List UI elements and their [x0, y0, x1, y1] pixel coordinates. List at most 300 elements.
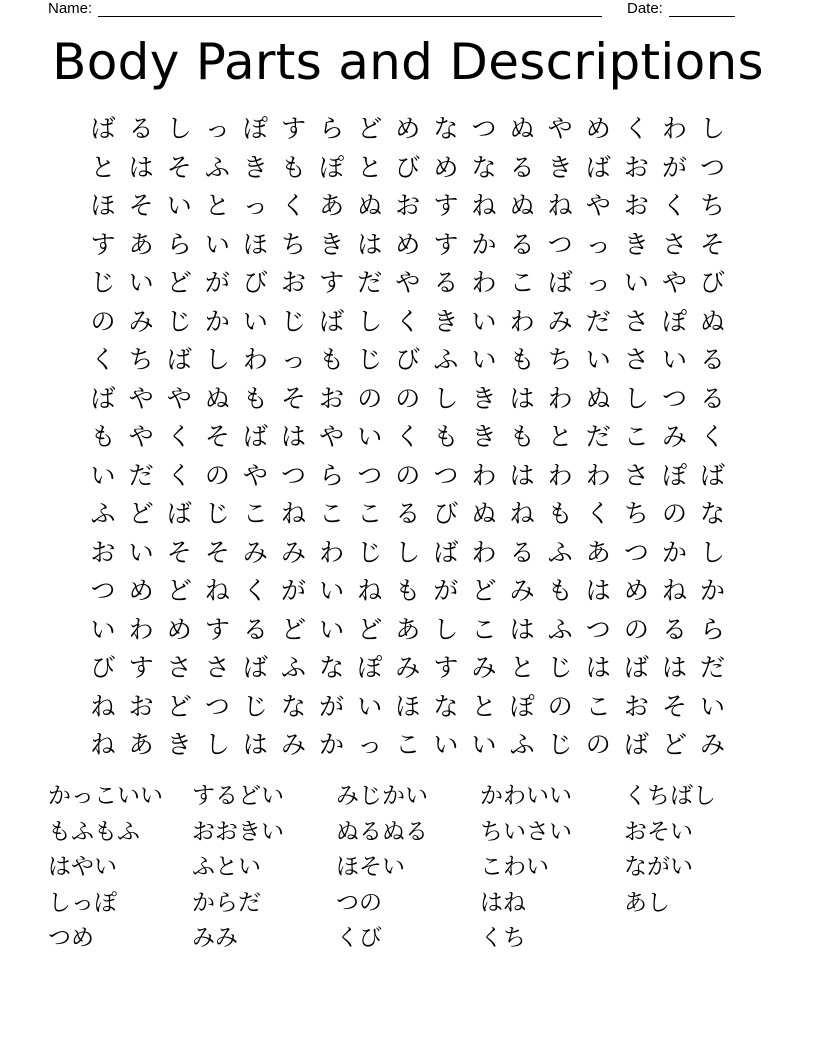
grid-cell[interactable]: ば [623, 653, 649, 682]
grid-cell[interactable]: く [585, 499, 611, 528]
grid-cell[interactable]: な [433, 114, 459, 143]
grid-cell[interactable]: つ [204, 691, 230, 721]
grid-cell[interactable]: っ [585, 229, 611, 259]
grid-cell[interactable]: い [128, 537, 154, 567]
grid-cell[interactable]: や [547, 114, 573, 143]
grid-cell[interactable]: が [204, 268, 230, 297]
grid-cell[interactable]: も [395, 576, 421, 605]
grid-cell[interactable]: ぬ [357, 191, 383, 220]
grid-cell[interactable]: が [433, 576, 459, 605]
grid-cell[interactable]: ち [623, 499, 649, 528]
grid-cell[interactable]: わ [471, 268, 497, 297]
grid-cell[interactable]: つ [433, 460, 459, 490]
grid-cell[interactable]: な [281, 691, 307, 721]
grid-cell[interactable]: す [90, 229, 116, 259]
grid-cell[interactable]: め [585, 114, 611, 143]
grid-cell[interactable]: ぽ [661, 306, 687, 336]
grid-cell[interactable]: み [547, 306, 573, 336]
grid-cell[interactable]: ふ [547, 537, 573, 567]
grid-cell[interactable]: め [395, 229, 421, 259]
grid-cell[interactable]: ど [166, 576, 192, 605]
grid-cell[interactable]: ぽ [319, 152, 345, 182]
grid-cell[interactable]: の [204, 460, 230, 490]
grid-cell[interactable]: さ [204, 653, 230, 682]
grid-cell[interactable]: こ [585, 691, 611, 721]
grid-cell[interactable]: い [471, 306, 497, 336]
grid-cell[interactable]: さ [623, 306, 649, 336]
grid-cell[interactable]: い [242, 306, 268, 336]
grid-cell[interactable]: ば [585, 152, 611, 182]
grid-cell[interactable]: だ [700, 653, 726, 682]
grid-cell[interactable]: い [661, 345, 687, 374]
grid-cell[interactable]: お [319, 383, 345, 413]
grid-cell[interactable]: ば [433, 537, 459, 567]
grid-cell[interactable]: ど [471, 576, 497, 605]
grid-cell[interactable]: ね [204, 576, 230, 605]
grid-cell[interactable]: あ [128, 229, 154, 259]
grid-cell[interactable]: は [509, 383, 535, 413]
grid-cell[interactable]: つ [623, 537, 649, 567]
date-field[interactable] [627, 0, 735, 17]
grid-cell[interactable]: ふ [433, 345, 459, 374]
grid-cell[interactable]: の [357, 383, 383, 413]
grid-cell[interactable]: く [90, 345, 116, 374]
grid-cell[interactable]: ば [90, 114, 116, 143]
grid-cell[interactable]: ふ [204, 152, 230, 182]
grid-cell[interactable]: し [395, 537, 421, 567]
word-bank-item: あし [624, 889, 670, 916]
grid-cell[interactable]: ば [547, 268, 573, 297]
grid-cell[interactable]: ち [128, 345, 154, 374]
grid-cell[interactable]: い [623, 268, 649, 297]
grid-cell[interactable]: し [700, 537, 726, 567]
grid-cell[interactable]: ぬ [204, 383, 230, 413]
grid-cell[interactable]: ら [319, 114, 345, 143]
grid-cell[interactable]: つ [661, 383, 687, 413]
grid-cell[interactable]: ぽ [357, 653, 383, 682]
grid-cell[interactable]: な [319, 653, 345, 682]
grid-cell[interactable]: と [471, 691, 497, 721]
grid-cell[interactable]: わ [661, 114, 687, 143]
grid-cell[interactable]: は [509, 460, 535, 490]
grid-cell[interactable]: も [509, 345, 535, 374]
grid-cell[interactable]: そ [166, 152, 192, 182]
grid-cell[interactable]: め [128, 576, 154, 605]
grid-cell[interactable]: も [281, 152, 307, 182]
grid-cell[interactable]: し [357, 306, 383, 336]
grid-cell[interactable]: あ [319, 191, 345, 220]
grid-cell[interactable]: ば [166, 345, 192, 374]
grid-cell[interactable]: じ [357, 345, 383, 374]
grid-cell[interactable]: そ [661, 691, 687, 721]
grid-cell[interactable]: つ [281, 460, 307, 490]
grid-cell[interactable]: い [90, 460, 116, 490]
grid-cell[interactable]: ど [166, 691, 192, 721]
grid-cell[interactable]: と [204, 191, 230, 220]
grid-cell[interactable]: っ [585, 268, 611, 297]
grid-cell[interactable]: か [661, 537, 687, 567]
grid-cell[interactable]: お [90, 537, 116, 567]
grid-cell[interactable]: と [509, 653, 535, 682]
grid-cell[interactable]: あ [128, 730, 154, 759]
grid-cell[interactable]: こ [623, 422, 649, 451]
grid-cell[interactable]: び [395, 152, 421, 182]
grid-cell[interactable]: る [509, 152, 535, 182]
grid-cell[interactable]: は [509, 614, 535, 644]
grid-cell[interactable]: さ [166, 653, 192, 682]
grid-cell[interactable]: き [433, 306, 459, 336]
grid-cell[interactable]: つ [90, 576, 116, 605]
grid-cell[interactable]: そ [204, 422, 230, 451]
grid-cell[interactable]: ふ [90, 499, 116, 528]
grid-cell[interactable]: っ [281, 345, 307, 374]
grid-cell[interactable]: ら [700, 614, 726, 644]
grid-cell[interactable]: き [242, 152, 268, 182]
grid-cell[interactable]: や [242, 460, 268, 490]
grid-cell[interactable]: ち [700, 191, 726, 220]
grid-cell[interactable]: つ [700, 152, 726, 182]
grid-cell[interactable]: く [242, 576, 268, 605]
grid-cell[interactable]: の [547, 691, 573, 721]
grid-cell[interactable]: わ [547, 460, 573, 490]
grid-cell[interactable]: ふ [509, 730, 535, 759]
grid-cell[interactable]: ど [128, 499, 154, 528]
date-label: Date: [627, 0, 663, 17]
grid-cell[interactable]: わ [471, 537, 497, 567]
grid-cell[interactable]: み [281, 537, 307, 567]
grid-cell[interactable]: ら [166, 229, 192, 259]
grid-cell[interactable]: く [166, 460, 192, 490]
grid-cell[interactable]: る [661, 614, 687, 644]
grid-cell[interactable]: さ [661, 229, 687, 259]
grid-cell[interactable]: る [700, 383, 726, 413]
grid-cell[interactable]: の [623, 614, 649, 644]
grid-cell[interactable]: つ [471, 114, 497, 143]
grid-cell[interactable]: い [319, 576, 345, 605]
grid-cell[interactable]: び [242, 268, 268, 297]
grid-cell[interactable]: る [395, 499, 421, 528]
grid-cell[interactable]: お [623, 691, 649, 721]
grid-cell[interactable]: い [433, 730, 459, 759]
grid-cell[interactable]: つ [547, 229, 573, 259]
grid-cell[interactable]: ぬ [509, 191, 535, 220]
grid-cell[interactable]: か [471, 229, 497, 259]
grid-cell[interactable]: ち [281, 229, 307, 259]
grid-cell[interactable]: わ [585, 460, 611, 490]
grid-cell[interactable]: し [204, 730, 230, 759]
grid-cell[interactable]: め [395, 114, 421, 143]
word-bank-item: ふとい [192, 854, 261, 880]
grid-cell[interactable]: そ [204, 537, 230, 567]
grid-cell[interactable]: く [395, 306, 421, 336]
grid-cell[interactable]: き [547, 152, 573, 182]
grid-cell[interactable]: ね [357, 576, 383, 605]
grid-cell[interactable]: は [585, 653, 611, 682]
grid-cell[interactable]: る [700, 345, 726, 374]
grid-cell[interactable]: ね [281, 499, 307, 528]
grid-cell[interactable]: す [433, 229, 459, 259]
grid-cell[interactable]: は [128, 152, 154, 182]
grid-cell[interactable]: み [281, 730, 307, 759]
grid-cell[interactable]: み [700, 730, 726, 759]
grid-cell[interactable]: こ [242, 499, 268, 528]
grid-cell[interactable]: は [242, 730, 268, 759]
grid-cell[interactable]: ば [700, 460, 726, 490]
grid-cell[interactable]: お [623, 152, 649, 182]
grid-cell[interactable]: し [204, 345, 230, 374]
grid-cell[interactable]: さ [623, 345, 649, 374]
grid-cell[interactable]: ら [319, 460, 345, 490]
grid-cell[interactable]: も [90, 422, 116, 451]
grid-cell[interactable]: し [433, 383, 459, 413]
grid-cell[interactable]: く [395, 422, 421, 451]
grid-cell[interactable]: ね [547, 191, 573, 220]
grid-cell[interactable]: し [623, 383, 649, 413]
grid-cell[interactable]: こ [357, 499, 383, 528]
grid-cell[interactable]: き [471, 422, 497, 451]
grid-cell[interactable]: の [661, 499, 687, 528]
grid-cell[interactable]: つ [357, 460, 383, 490]
grid-cell[interactable]: は [661, 653, 687, 682]
grid-cell[interactable]: が [661, 152, 687, 182]
grid-cell[interactable]: そ [281, 383, 307, 413]
grid-cell[interactable]: す [204, 614, 230, 644]
grid-cell[interactable]: わ [319, 537, 345, 567]
grid-cell[interactable]: ね [90, 691, 116, 721]
grid-cell[interactable]: く [166, 422, 192, 451]
grid-cell[interactable]: ぬ [700, 306, 726, 336]
grid-cell[interactable]: じ [547, 653, 573, 682]
grid-cell[interactable]: が [281, 576, 307, 605]
grid-cell[interactable]: い [357, 422, 383, 451]
grid-cell[interactable]: お [128, 691, 154, 721]
grid-cell[interactable]: ね [661, 576, 687, 605]
grid-cell[interactable]: ね [509, 499, 535, 528]
grid-cell[interactable]: い [128, 268, 154, 297]
grid-cell[interactable]: も [242, 383, 268, 413]
grid-cell[interactable]: だ [585, 422, 611, 451]
grid-cell[interactable]: い [585, 345, 611, 374]
grid-cell[interactable]: ふ [281, 653, 307, 682]
grid-cell[interactable]: っ [204, 114, 230, 143]
grid-cell[interactable]: し [433, 614, 459, 644]
grid-cell[interactable]: く [281, 191, 307, 220]
grid-cell[interactable]: こ [395, 730, 421, 759]
grid-cell[interactable]: わ [471, 460, 497, 490]
grid-cell[interactable]: っ [242, 191, 268, 220]
grid-cell[interactable]: ど [281, 614, 307, 644]
grid-cell[interactable]: き [166, 730, 192, 759]
grid-cell[interactable]: な [433, 691, 459, 721]
grid-cell[interactable]: じ [204, 499, 230, 528]
grid-cell[interactable]: ぽ [661, 460, 687, 490]
grid-cell[interactable]: と [547, 422, 573, 451]
grid-cell[interactable]: こ [319, 499, 345, 528]
grid-cell[interactable]: わ [509, 306, 535, 336]
grid-cell[interactable]: ぬ [509, 114, 535, 143]
grid-cell[interactable]: あ [585, 537, 611, 567]
grid-cell[interactable]: ど [661, 730, 687, 759]
grid-cell[interactable]: や [585, 191, 611, 220]
grid-cell[interactable]: め [623, 576, 649, 605]
grid-cell[interactable]: い [166, 191, 192, 220]
name-blank-line[interactable] [98, 1, 602, 17]
grid-cell[interactable]: ば [319, 306, 345, 336]
grid-cell[interactable]: ほ [395, 691, 421, 721]
grid-cell[interactable]: こ [471, 614, 497, 644]
grid-cell[interactable]: じ [242, 691, 268, 721]
grid-cell[interactable]: ば [242, 422, 268, 451]
grid-cell[interactable]: あ [395, 614, 421, 644]
grid-cell[interactable]: み [509, 576, 535, 605]
grid-cell[interactable]: く [623, 114, 649, 143]
word-bank-item: ながい [624, 854, 693, 880]
grid-cell[interactable]: き [623, 229, 649, 259]
grid-cell[interactable]: ぽ [509, 691, 535, 721]
grid-cell[interactable]: め [433, 152, 459, 182]
grid-cell[interactable]: ど [357, 614, 383, 644]
grid-cell[interactable]: み [661, 422, 687, 451]
grid-cell[interactable]: ど [357, 114, 383, 143]
grid-cell[interactable]: み [395, 653, 421, 682]
grid-cell[interactable]: ふ [547, 614, 573, 644]
grid-cell[interactable]: や [128, 383, 154, 413]
grid-cell[interactable]: び [90, 653, 116, 682]
grid-cell[interactable]: じ [547, 730, 573, 759]
grid-cell[interactable]: お [623, 191, 649, 220]
word-bank-item: ほそい [336, 854, 405, 880]
grid-cell[interactable]: ち [547, 345, 573, 374]
grid-cell[interactable]: と [357, 152, 383, 182]
grid-cell[interactable]: わ [242, 345, 268, 374]
grid-cell[interactable]: ね [471, 191, 497, 220]
grid-cell[interactable]: び [395, 345, 421, 374]
grid-cell[interactable]: ぬ [585, 383, 611, 413]
grid-cell[interactable]: や [166, 383, 192, 413]
grid-cell[interactable]: い [204, 229, 230, 259]
grid-cell[interactable]: だ [357, 268, 383, 297]
grid-cell[interactable]: が [319, 691, 345, 721]
grid-cell[interactable]: や [128, 422, 154, 451]
grid-cell[interactable]: い [700, 691, 726, 721]
grid-cell[interactable]: い [357, 691, 383, 721]
grid-cell[interactable]: し [700, 114, 726, 143]
grid-cell[interactable]: も [433, 422, 459, 451]
grid-cell[interactable]: ば [623, 730, 649, 759]
grid-cell[interactable]: や [319, 422, 345, 451]
grid-cell[interactable]: す [433, 653, 459, 682]
grid-cell[interactable]: の [395, 383, 421, 413]
grid-cell[interactable]: み [128, 306, 154, 336]
grid-cell[interactable]: わ [128, 614, 154, 644]
grid-cell[interactable]: も [319, 345, 345, 374]
grid-cell[interactable]: お [281, 268, 307, 297]
grid-cell[interactable]: い [90, 614, 116, 644]
grid-cell[interactable]: か [700, 576, 726, 605]
grid-cell[interactable]: く [700, 422, 726, 451]
grid-cell[interactable]: じ [281, 306, 307, 336]
grid-cell[interactable]: じ [90, 268, 116, 297]
grid-cell[interactable]: み [471, 653, 497, 682]
grid-cell[interactable]: の [395, 460, 421, 490]
grid-cell[interactable]: き [319, 229, 345, 259]
grid-cell[interactable]: な [700, 499, 726, 528]
grid-cell[interactable]: の [585, 730, 611, 759]
grid-cell[interactable]: ば [166, 499, 192, 528]
grid-cell[interactable]: じ [357, 537, 383, 567]
grid-cell[interactable]: そ [700, 229, 726, 259]
date-blank-line[interactable] [669, 1, 735, 17]
grid-cell[interactable]: ど [166, 268, 192, 297]
grid-cell[interactable]: み [242, 537, 268, 567]
grid-cell[interactable]: さ [623, 460, 649, 490]
grid-cell[interactable]: め [166, 614, 192, 644]
grid-cell[interactable]: お [395, 191, 421, 220]
grid-cell[interactable]: は [357, 229, 383, 259]
grid-cell[interactable]: と [90, 152, 116, 182]
grid-cell[interactable]: す [319, 268, 345, 297]
grid-cell[interactable]: だ [128, 460, 154, 490]
grid-cell[interactable]: っ [357, 730, 383, 759]
grid-cell[interactable]: も [547, 576, 573, 605]
grid-cell[interactable]: じ [166, 306, 192, 336]
grid-cell[interactable]: の [90, 306, 116, 336]
grid-cell[interactable]: だ [585, 306, 611, 336]
grid-cell[interactable]: か [319, 730, 345, 759]
grid-cell[interactable]: る [433, 268, 459, 297]
grid-cell[interactable]: は [585, 576, 611, 605]
grid-cell[interactable]: や [661, 268, 687, 297]
grid-cell[interactable]: つ [585, 614, 611, 644]
grid-cell[interactable]: す [433, 191, 459, 220]
grid-cell[interactable]: る [128, 114, 154, 143]
grid-cell[interactable]: ば [242, 653, 268, 682]
grid-cell[interactable]: き [471, 383, 497, 413]
grid-cell[interactable]: ぽ [242, 114, 268, 143]
grid-cell[interactable]: い [471, 345, 497, 374]
word-bank-item: おおきい [192, 818, 284, 845]
grid-cell[interactable]: そ [128, 191, 154, 220]
grid-cell[interactable]: そ [166, 537, 192, 567]
grid-cell[interactable]: す [128, 653, 154, 682]
grid-cell[interactable]: ば [90, 383, 116, 413]
grid-cell[interactable]: も [547, 499, 573, 528]
grid-cell[interactable]: び [433, 499, 459, 528]
grid-cell[interactable]: わ [547, 383, 573, 413]
grid-cell[interactable]: ほ [90, 191, 116, 220]
grid-cell[interactable]: こ [509, 268, 535, 297]
name-label: Name: [48, 0, 93, 17]
name-field[interactable] [48, 0, 602, 17]
grid-cell[interactable]: し [166, 114, 192, 143]
grid-cell[interactable]: も [509, 422, 535, 451]
grid-cell[interactable]: か [204, 306, 230, 336]
grid-cell[interactable]: や [395, 268, 421, 297]
grid-cell[interactable]: く [661, 191, 687, 220]
grid-cell[interactable]: い [471, 730, 497, 759]
grid-cell[interactable]: る [509, 537, 535, 567]
grid-cell[interactable]: ぬ [471, 499, 497, 528]
grid-cell[interactable]: い [319, 614, 345, 644]
grid-cell[interactable]: な [471, 152, 497, 182]
grid-cell[interactable]: す [281, 114, 307, 143]
grid-cell[interactable]: る [509, 229, 535, 259]
grid-cell[interactable]: び [700, 268, 726, 297]
grid-cell[interactable]: は [281, 422, 307, 451]
grid-cell[interactable]: る [242, 614, 268, 644]
grid-cell[interactable]: ほ [242, 229, 268, 259]
grid-cell[interactable]: ね [90, 730, 116, 759]
